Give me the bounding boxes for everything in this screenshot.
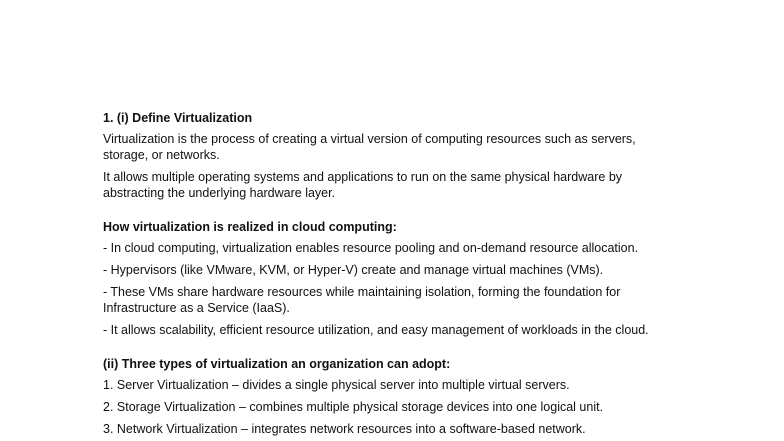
numbered-item: 3. Network Virtualization – integrates network resources into a software-based network. — [103, 422, 586, 436]
document-content — [103, 110, 703, 437]
paragraph-line: It allows multiple operating systems and applications to run on the same physical hardware by — [103, 170, 623, 184]
section-heading-cloud-realization: How virtualization is realized in cloud computing: — [103, 220, 397, 234]
paragraph-line: storage, or networks. — [103, 148, 220, 162]
paragraph-line: Virtualization is the process of creating a virtual version of computing resources such as servers, — [103, 132, 636, 146]
bullet-item: - It allows scalability, efficient resource utilization, and easy management of workloads in the cloud. — [103, 323, 649, 337]
section-heading-virtualization-types: (ii) Three types of virtualization an organization can adopt: — [103, 357, 451, 371]
paragraph-line: abstracting the underlying hardware layer. — [103, 186, 336, 200]
numbered-item: 1. Server Virtualization – divides a single physical server into multiple virtual servers. — [103, 378, 570, 392]
bullet-item-continuation: Infrastructure as a Service (IaaS). — [103, 301, 290, 315]
section-heading-define-virtualization: 1. (i) Define Virtualization — [103, 111, 253, 125]
bullet-item: - These VMs share hardware resources while maintaining isolation, forming the foundation for — [103, 285, 621, 299]
bullet-item: - Hypervisors (like VMware, KVM, or Hyper-V) create and manage virtual machines (VMs). — [103, 263, 604, 277]
numbered-item: 2. Storage Virtualization – combines multiple physical storage devices into one logical unit. — [103, 400, 604, 414]
bullet-item: - In cloud computing, virtualization enables resource pooling and on-demand resource allocation. — [103, 241, 639, 255]
